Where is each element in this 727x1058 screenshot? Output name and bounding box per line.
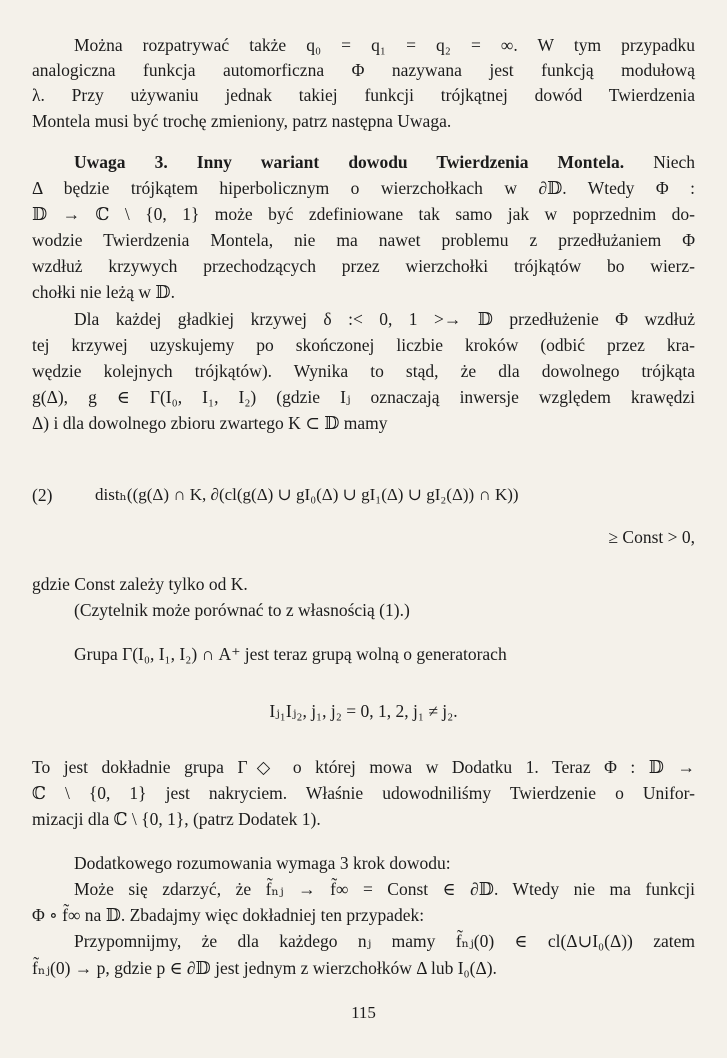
text-line: (Czytelnik może porównać to z własnością (1).) — [74, 600, 410, 620]
page-number: 115 — [351, 1003, 376, 1022]
text-line: Można rozpatrywać także q₀ = q₁ = q₂ = ∞. W tym przypadku — [74, 35, 695, 55]
text-line: Δ będzie trójkątem hiperbolicznym o wierzchołkach w ∂𝔻. Wtedy Φ : — [32, 178, 695, 198]
text-line: Montela musi być trochę zmieniony, patrz następna Uwaga. — [32, 111, 452, 131]
text-line: To jest dokładnie grupa Γ◇ o której mowa w Dodatku 1. Teraz Φ : 𝔻 → — [32, 757, 695, 777]
equation-line: Iⱼ₁Iⱼ₂, j₁, j₂ = 0, 1, 2, j₁ ≠ j₂. — [269, 701, 458, 721]
text-line: wodzie Twierdzenia Montela, nie ma nawet problemu z przedłużaniem Φ — [32, 230, 695, 250]
text-line: g(Δ), g ∈ Γ(I₀, I₁, I₂) (gdzie Iⱼ oznaczają inwersje względem krawędzi — [32, 387, 695, 407]
text-line: Dla każdej gładkiej krzywej δ :< 0, 1 >→ 𝔻 przedłużenie Φ wzdłuż — [74, 309, 695, 329]
text-line: Może się zdarzyć, że f̃ₙⱼ → f̃∞ = Const ∈ ∂𝔻. Wtedy nie ma funkcji — [74, 879, 695, 899]
text-line: wędzie kolejnych trójkątów). Wynika to stąd, że dla dowolnego trójkąta — [32, 361, 695, 381]
equation-label: (2) — [32, 485, 53, 505]
remark-heading: Uwaga 3. Inny wariant dowodu Twierdzenia Montela. — [74, 152, 625, 172]
text-line: analogiczna funkcja automorficzna Φ nazywana jest funkcją modułową — [32, 60, 695, 80]
text-line: f̃ₙⱼ(0) → p, gdzie p ∈ ∂𝔻 jest jednym z wierzchołków Δ lub I₀(Δ). — [32, 958, 497, 978]
text-line: Δ) i dla dowolnego zbioru zwartego K ⊂ 𝔻 mamy — [32, 413, 388, 433]
equation-line: ≥ Const > 0, — [608, 527, 695, 547]
text-line: tej krzywej uzyskujemy po skończonej liczbie kroków (odbić przez kra- — [32, 335, 695, 355]
text-line: Grupa Γ(I₀, I₁, I₂) ∩ A⁺ jest teraz grupą wolną o generatorach — [74, 644, 507, 664]
text-line: 𝔻 → ℂ \ {0, 1} może być zdefiniowane tak samo jak w poprzednim do- — [32, 204, 695, 224]
remark-heading-line — [74, 151, 695, 173]
text-line: gdzie Const zależy tylko od K. — [32, 574, 248, 594]
text-line: λ. Przy używaniu jednak takiej funkcji trójkątnej dowód Twierdzenia — [32, 85, 695, 105]
text-line: mizacji dla ℂ \ {0, 1}, (patrz Dodatek 1). — [32, 809, 321, 829]
text-line: Przypomnijmy, że dla każdego nⱼ mamy f̃ₙⱼ(0) ∈ cl(Δ∪I₀(Δ)) zatem — [74, 931, 695, 951]
text-line: Φ ∘ f̃∞ na 𝔻. Zbadajmy więc dokładniej ten przypadek: — [32, 905, 425, 925]
text-line: Dodatkowego rozumowania wymaga 3 krok dowodu: — [74, 853, 451, 873]
text-fragment: Niech — [624, 152, 695, 172]
text-line: wzdłuż krzywych przechodzących przez wierzchołki trójkątów bo wierz- — [32, 256, 695, 276]
text-line: chołki nie leżą w 𝔻. — [32, 282, 175, 302]
equation-line: distₕ((g(Δ) ∩ K, ∂(cl(g(Δ) ∪ gI₀(Δ) ∪ gI₁(Δ) ∪ gI₂(Δ)) ∩ K)) — [95, 485, 519, 504]
text-line: ℂ \ {0, 1} jest nakryciem. Właśnie udowodniliśmy Twierdzenie o Unifor- — [32, 783, 695, 803]
